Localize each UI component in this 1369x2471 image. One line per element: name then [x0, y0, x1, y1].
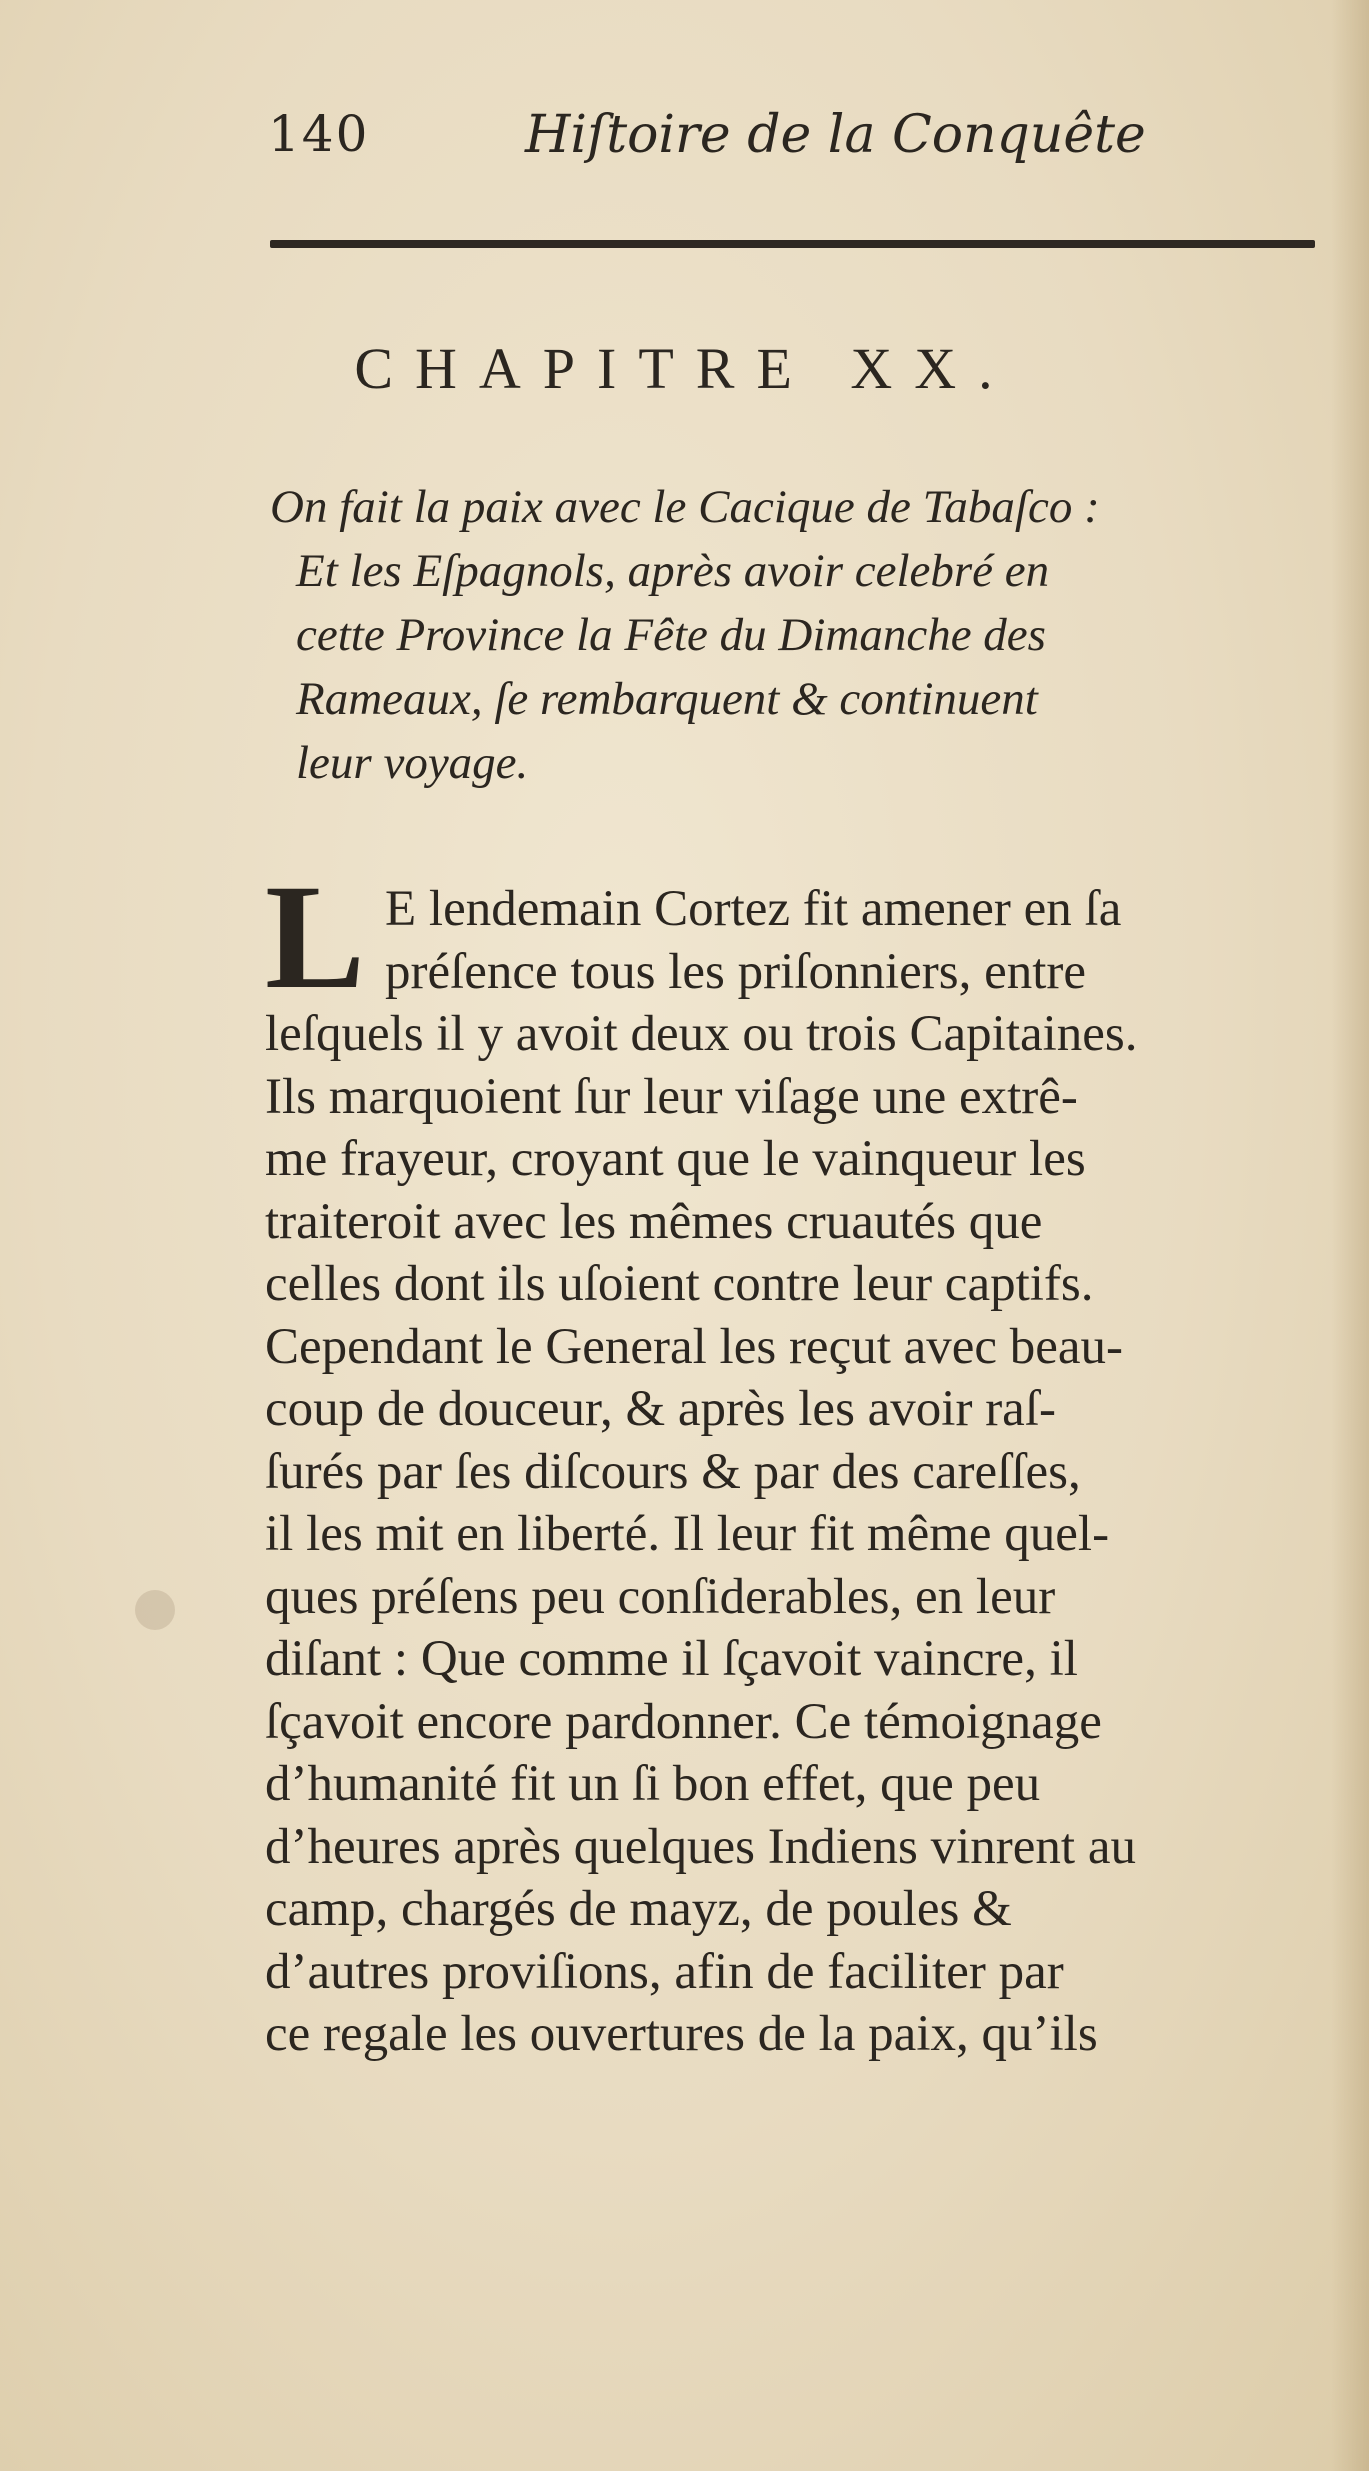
body-line: coup de douceur, & après les avoir raſ- [265, 1381, 1056, 1437]
body-line: traiteroit avec les mêmes cruautés que [265, 1193, 1043, 1250]
body-line: ques préſens peu conſiderables, en leur [265, 1568, 1056, 1625]
page-number: 140 [268, 105, 370, 163]
summary-line: Et les Eſpagnols, après avoir celebré en [296, 545, 1050, 597]
body-line: d’heures après quelques Indiens vinrent au [265, 1818, 1136, 1875]
summary-line: leur voyage. [296, 737, 529, 789]
body-text [265, 878, 1345, 2066]
body-line: me frayeur, croyant que le vainqueur les [265, 1131, 1086, 1187]
body-line: camp, chargés de mayz, de poules & [265, 1881, 1012, 1937]
body-line: diſant : Que comme il ſçavoit vaincre, il [265, 1631, 1078, 1687]
body-line: Cependant le General les reçut avec beau- [265, 1318, 1124, 1375]
body-line: d’humanité fit un ſi bon effet, que peu [265, 1756, 1041, 1812]
summary-line: On fait la paix avec le Cacique de Tabaſco : [270, 481, 1100, 533]
body-line: Ils marquoient ſur leur viſage une extrê- [265, 1068, 1078, 1125]
chapter-summary [270, 475, 1360, 795]
body-line: ce regale les ouvertures de la paix, qu’ils [265, 2006, 1098, 2062]
body-line: leſquels il y avoit deux ou trois Capitaines. [265, 1006, 1138, 1062]
running-title: Hiſtoire de la Conquête [525, 105, 1146, 165]
body-line: E lendemain Cortez fit amener en ſa [385, 881, 1122, 937]
body-line: ſurés par ſes diſcours & par des careſſes, [265, 1443, 1081, 1500]
drop-cap: L [265, 854, 366, 1020]
body-line: celles dont ils uſoient contre leur captifs. [265, 1256, 1094, 1312]
summary-line: Rameaux, ſe rembarquent & continuent [296, 673, 1038, 725]
body-line: préſence tous les priſonniers, entre [385, 943, 1087, 1000]
chapter-title: CHAPITRE XX. [354, 336, 1015, 401]
body-line: il les mit en liberté. Il leur fit même quel- [265, 1506, 1110, 1562]
summary-line: cette Province la Fête du Dimanche des [296, 609, 1046, 661]
paper-stain [135, 1590, 175, 1630]
body-line: d’autres proviſions, afin de faciliter par [265, 1943, 1064, 2000]
body-line: ſçavoit encore pardonner. Ce témoignage [265, 1693, 1102, 1750]
header-rule [270, 240, 1315, 248]
